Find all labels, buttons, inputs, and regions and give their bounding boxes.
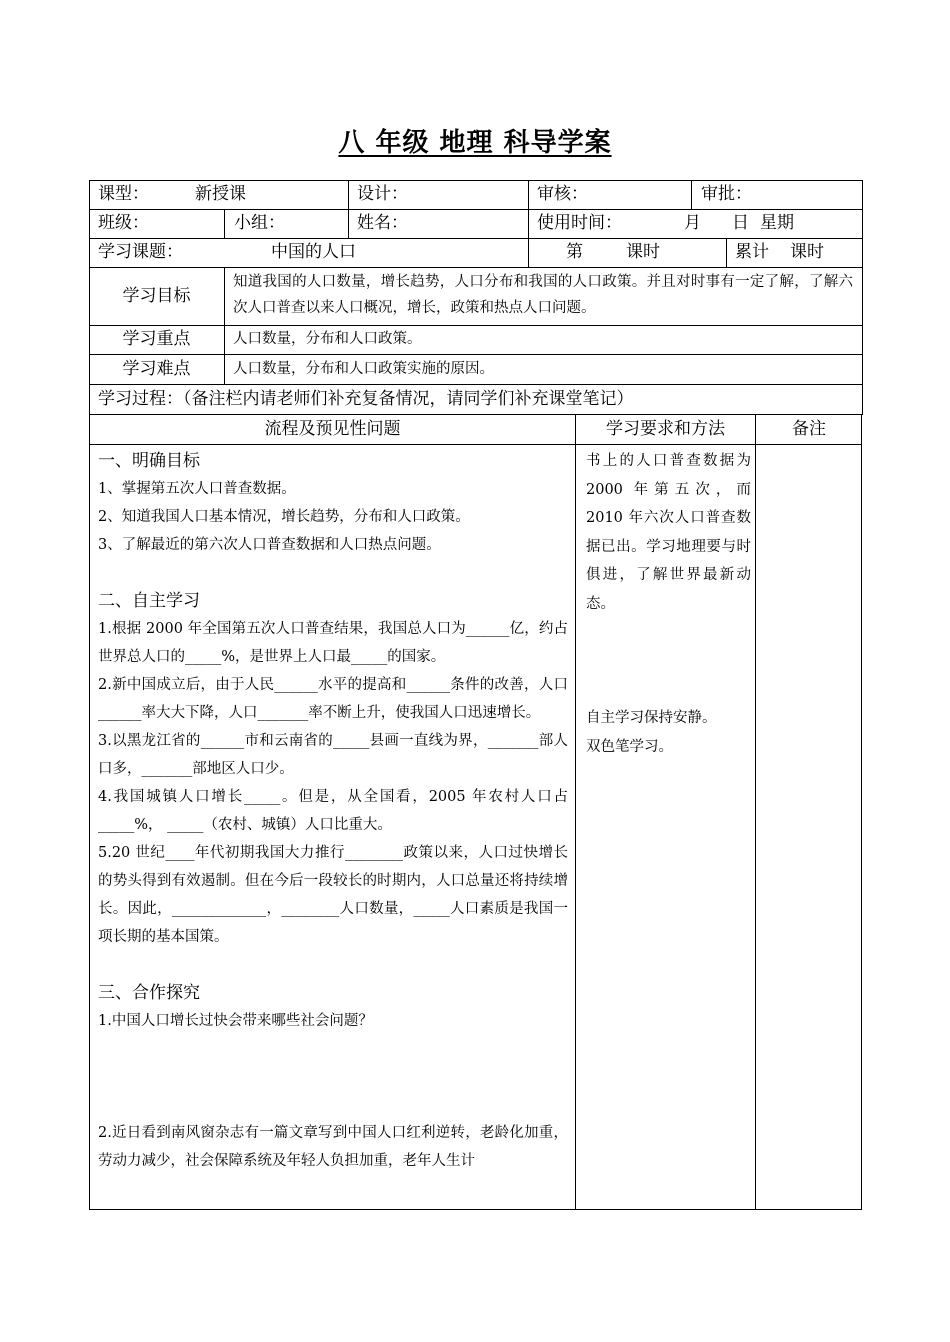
class-label: 班级： — [98, 213, 149, 233]
header-grid — [89, 180, 862, 414]
review-label: 审核： — [537, 184, 588, 204]
design-label: 设计： — [357, 184, 408, 204]
key-text: 人口数量，分布和人口政策。 — [233, 331, 422, 347]
goal-item: 2、知道我国人口基本情况，增长趋势，分布和人口政策。 — [98, 509, 470, 525]
req-column-header: 学习要求和方法 — [606, 419, 725, 439]
difficulty-text: 人口数量，分布和人口政策实施的原因。 — [233, 361, 494, 377]
section-title: 二、自主学习 — [98, 591, 200, 611]
topic-value: 中国的人口 — [271, 242, 356, 262]
req-column — [586, 447, 751, 761]
section-title: 一、明确目标 — [98, 451, 200, 471]
note-column-header: 备注 — [792, 419, 826, 439]
section-title: 三、合作探究 — [98, 983, 200, 1003]
flow-column — [98, 447, 568, 1175]
day-label: 日 — [732, 213, 749, 233]
goal-text: 知道我国的人口数量，增长趋势，人口分布和我国的人口政策。并且对时事有一定了解，了解六次人口普查以来人口概况，增长，政策和热点人口问题。 — [233, 274, 853, 316]
process-table — [89, 414, 862, 1210]
approve-label: 审批： — [701, 184, 752, 204]
week-label: 星期 — [760, 213, 794, 233]
question-item: 2.新中国成立后，由于人民______水平的提高和______条件的改善，人口______率大大下降，人口_______率不断上升，使我国人口迅速增长。 — [98, 677, 568, 721]
total-periods-unit: 课时 — [790, 242, 824, 262]
req-note: 双色笔学习。 — [586, 738, 673, 755]
flow-column-header: 流程及预见性问题 — [264, 419, 401, 439]
req-note: 自主学习保持安静。 — [586, 710, 717, 726]
question-item: 1.根据 2000 年全国第五次人口普查结果，我国总人口为______亿，约占世界总人口的_____%，是世界上人口最_____的国家。 — [98, 621, 568, 665]
question-item: 4.我国城镇人口增长_____。但是，从全国看，2005 年农村人口占_____%， _____（农村、城镇）人口比重大。 — [98, 789, 568, 833]
month-label: 月 — [684, 213, 701, 233]
difficulty-label: 学习难点 — [122, 359, 191, 379]
goal-item: 3、了解最近的第六次人口普查数据和人口热点问题。 — [98, 537, 441, 553]
discussion-item: 2.近日看到南风窗杂志有一篇文章写到中国人口红利逆转，老龄化加重，劳动力减少，社会保障系统及年轻人负担加重，老年人生计 — [98, 1125, 568, 1169]
use-time-label: 使用时间： — [537, 213, 622, 233]
question-item: 5.20 世纪____年代初期我国大力推行________政策以来，人口过快增长的势头得到有效遏制。但在今后一段较长的时期内，人口总量还将持续增长。因此，_____________，________人口数量，_____人口素质是我国一项长期的基本国策。 — [98, 845, 568, 945]
name-label: 姓名： — [357, 213, 408, 233]
period-number-unit: 课时 — [626, 242, 660, 262]
page-title: 八 年级 地理 科导学案 — [338, 128, 612, 158]
question-item: 3.以黑龙江省的______市和云南省的_____县画一直线为界，_______部人口多，_______部地区人口少。 — [98, 733, 568, 777]
process-label: 学习过程：（备注栏内请老师们补充复备情况，请同学们补充课堂笔记） — [98, 389, 634, 409]
topic-label: 学习课题： — [98, 242, 183, 262]
discussion-item: 1.中国人口增长过快会带来哪些社会问题？ — [98, 1013, 373, 1029]
goal-item: 1、掌握第五次人口普查数据。 — [98, 481, 296, 497]
group-label: 小组： — [234, 213, 285, 233]
req-note: 书上的人口普查数据为 2000 年第五次，而 2010 年六次人口普查数据已出。学习地理要与时俱进，了解世界最新动态。 — [586, 453, 751, 612]
period-number-label: 第 — [566, 242, 583, 262]
key-label: 学习重点 — [122, 329, 191, 349]
lesson-type-value: 新授课 — [195, 184, 246, 204]
lesson-type-label: 课型： — [98, 184, 149, 204]
total-periods-label: 累计 — [735, 242, 769, 262]
goal-label: 学习目标 — [122, 286, 191, 306]
